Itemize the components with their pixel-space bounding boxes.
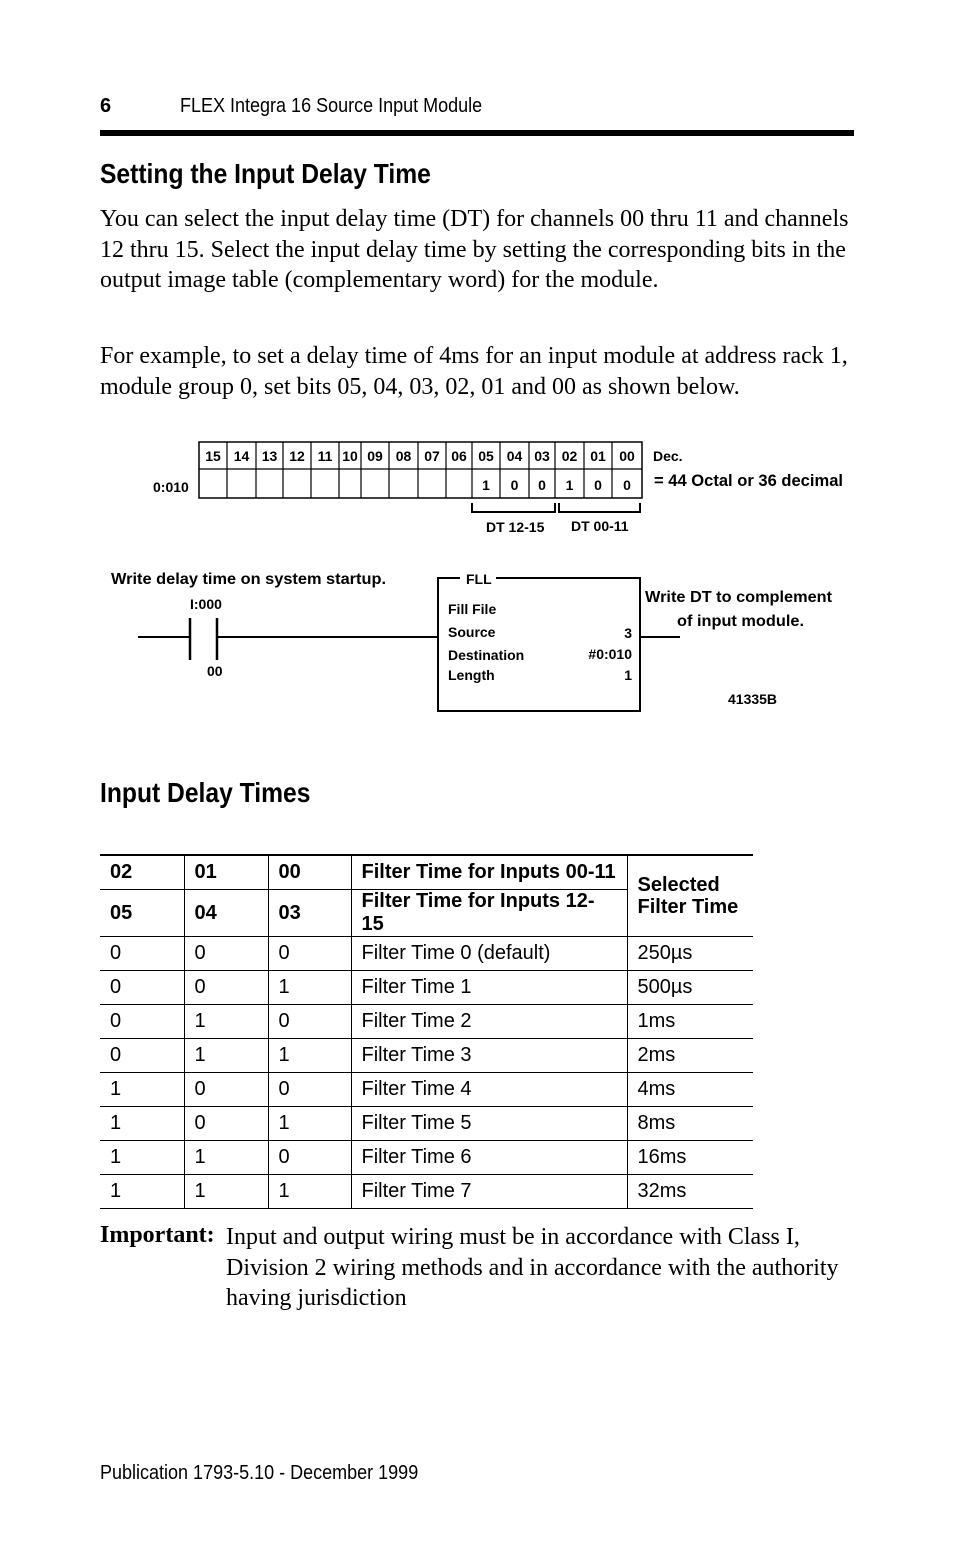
table-row bbox=[100, 1175, 753, 1209]
bit-number-label: 10 bbox=[342, 448, 358, 464]
table-cell: 500µs bbox=[627, 971, 753, 1005]
bit-value: 1 bbox=[482, 477, 490, 493]
important-text: Input and output wiring must be in accordance with Class I, Division 2 wiring methods and in accordance with the authority having jurisdiction bbox=[226, 1224, 839, 1311]
contact-address-label: I:000 bbox=[190, 596, 222, 612]
header-cell: 00 bbox=[268, 855, 351, 890]
table-cell: 1ms bbox=[627, 1005, 753, 1039]
header-cell: 05 bbox=[100, 890, 184, 937]
table-cell: 0 bbox=[100, 1039, 184, 1073]
bit-number-label: 12 bbox=[289, 448, 305, 464]
table-cell: 250µs bbox=[627, 937, 753, 971]
table-cell: 1 bbox=[184, 1005, 268, 1039]
table-header-row bbox=[100, 855, 753, 890]
startup-label: Write delay time on system startup. bbox=[111, 571, 386, 588]
header-cell: 04 bbox=[184, 890, 268, 937]
word-address-label: 0:010 bbox=[153, 479, 189, 495]
table-row bbox=[100, 1039, 753, 1073]
dt-high-label: DT 12-15 bbox=[486, 519, 545, 535]
table-cell: 2ms bbox=[627, 1039, 753, 1073]
bit-register-grid bbox=[199, 442, 642, 498]
delay-time-diagram bbox=[0, 0, 954, 730]
table-cell: 1 bbox=[100, 1073, 184, 1107]
table-cell: 1 bbox=[268, 971, 351, 1005]
table-cell: 1 bbox=[100, 1141, 184, 1175]
table-cell: 0 bbox=[268, 1141, 351, 1175]
table-cell: 0 bbox=[184, 971, 268, 1005]
bit-value: 0 bbox=[510, 477, 519, 493]
bit-number-label: 13 bbox=[261, 448, 278, 464]
bit-number-label: 11 bbox=[317, 448, 333, 464]
table-cell: 1 bbox=[268, 1039, 351, 1073]
table-cell: Filter Time 4 bbox=[351, 1073, 627, 1107]
table-cell: 0 bbox=[184, 937, 268, 971]
header-cell: 01 bbox=[184, 855, 268, 890]
paragraph-example: For example, to set a delay time of 4ms for an input module at address rack 1, module group 0, set bits 05, 04, 03, 02, 01 and 00 as shown below. bbox=[100, 343, 848, 400]
table-cell: 1 bbox=[100, 1107, 184, 1141]
table-row bbox=[100, 971, 753, 1005]
write-dt-label-line2: of input module. bbox=[677, 613, 804, 630]
table-cell: 0 bbox=[268, 1005, 351, 1039]
bit-number-label: 01 bbox=[590, 448, 606, 464]
bit-value: 0 bbox=[623, 477, 631, 493]
table-cell: 1 bbox=[184, 1141, 268, 1175]
table-cell: 1 bbox=[268, 1175, 351, 1209]
bit-number-label: 15 bbox=[205, 448, 221, 464]
header-cell: 02 bbox=[100, 855, 184, 890]
table-cell: Filter Time 1 bbox=[351, 971, 627, 1005]
table-cell: 0 bbox=[268, 937, 351, 971]
fll-row-value: 3 bbox=[624, 625, 632, 641]
table-cell: 1 bbox=[100, 1175, 184, 1209]
dec-label: Dec. bbox=[653, 448, 683, 464]
table-cell: 1 bbox=[268, 1107, 351, 1141]
section-heading-delay-time: Setting the Input Delay Time bbox=[100, 158, 431, 189]
dt-high-bracket bbox=[472, 503, 555, 512]
bit-number-label: 09 bbox=[367, 448, 383, 464]
section-heading-delay-times: Input Delay Times bbox=[100, 777, 311, 808]
header-cell: Filter Time for Inputs 00-11 bbox=[351, 855, 627, 890]
bit-number-label: 02 bbox=[561, 448, 578, 464]
table-cell: 0 bbox=[100, 937, 184, 971]
bit-number-label: 03 bbox=[534, 448, 550, 464]
table-cell: 16ms bbox=[627, 1141, 753, 1175]
bit-value: 1 bbox=[565, 477, 574, 493]
bit-number-label: 06 bbox=[451, 448, 467, 464]
fll-row-label: Destination bbox=[448, 647, 525, 663]
table-cell: 32ms bbox=[627, 1175, 753, 1209]
table-cell: Filter Time 5 bbox=[351, 1107, 627, 1141]
fll-row-value: #0:010 bbox=[588, 646, 632, 662]
bit-number-label: 07 bbox=[424, 448, 440, 464]
table-cell: Filter Time 7 bbox=[351, 1175, 627, 1209]
table-row bbox=[100, 1141, 753, 1175]
table-row bbox=[100, 1073, 753, 1107]
important-label: Important: bbox=[100, 1222, 215, 1248]
table-cell: 0 bbox=[100, 971, 184, 1005]
table-cell: 8ms bbox=[627, 1107, 753, 1141]
dt-low-bracket bbox=[559, 503, 640, 512]
table-cell: 0 bbox=[100, 1005, 184, 1039]
table-cell: Filter Time 3 bbox=[351, 1039, 627, 1073]
equals-label: = 44 Octal or 36 decimal bbox=[654, 471, 843, 490]
selected-filter-time-header: Selected Filter Time bbox=[627, 855, 753, 937]
table-cell: 0 bbox=[268, 1073, 351, 1107]
input-delay-times-table bbox=[100, 854, 753, 1209]
table-cell: 1 bbox=[184, 1039, 268, 1073]
bit-number-label: 00 bbox=[619, 448, 635, 464]
table-cell: 0 bbox=[184, 1107, 268, 1141]
fll-block bbox=[438, 578, 640, 711]
table-row bbox=[100, 937, 753, 971]
table-cell: Filter Time 0 (default) bbox=[351, 937, 627, 971]
table-row bbox=[100, 1005, 753, 1039]
paragraph-intro: You can select the input delay time (DT) for channels 00 thru 11 and channels 12 thru 15. Select the input delay time by setting the corresponding bits in the output image table (complementary word) for the module. bbox=[100, 206, 849, 293]
table-cell: 0 bbox=[184, 1073, 268, 1107]
bit-number-label: 04 bbox=[506, 448, 523, 464]
fll-row-label: Source bbox=[448, 624, 496, 640]
header-cell: 03 bbox=[268, 890, 351, 937]
bit-value: 0 bbox=[594, 477, 602, 493]
publication-footer: Publication 1793-5.10 - December 1999 bbox=[100, 1462, 419, 1484]
running-header-title: FLEX Integra 16 Source Input Module bbox=[180, 95, 483, 117]
contact-bit-label: 00 bbox=[207, 663, 223, 679]
table-cell: Filter Time 2 bbox=[351, 1005, 627, 1039]
header-cell: Filter Time for Inputs 12-15 bbox=[351, 890, 627, 937]
dt-low-label: DT 00-11 bbox=[571, 518, 629, 534]
fll-row-label: Fill File bbox=[448, 601, 497, 617]
bit-number-label: 08 bbox=[395, 448, 412, 464]
figure-id: 41335B bbox=[728, 691, 778, 707]
write-dt-label-line1: Write DT to complement bbox=[645, 589, 833, 606]
page-number: 6 bbox=[100, 95, 112, 117]
table-row bbox=[100, 1107, 753, 1141]
bit-value: 0 bbox=[538, 477, 546, 493]
bit-number-label: 14 bbox=[233, 448, 250, 464]
table-cell: Filter Time 6 bbox=[351, 1141, 627, 1175]
table-cell: 4ms bbox=[627, 1073, 753, 1107]
fll-row-value: 1 bbox=[624, 667, 632, 683]
fll-row-label: Length bbox=[448, 667, 495, 683]
fll-title: FLL bbox=[466, 571, 492, 587]
table-cell: 1 bbox=[184, 1175, 268, 1209]
bit-number-label: 05 bbox=[478, 448, 494, 464]
